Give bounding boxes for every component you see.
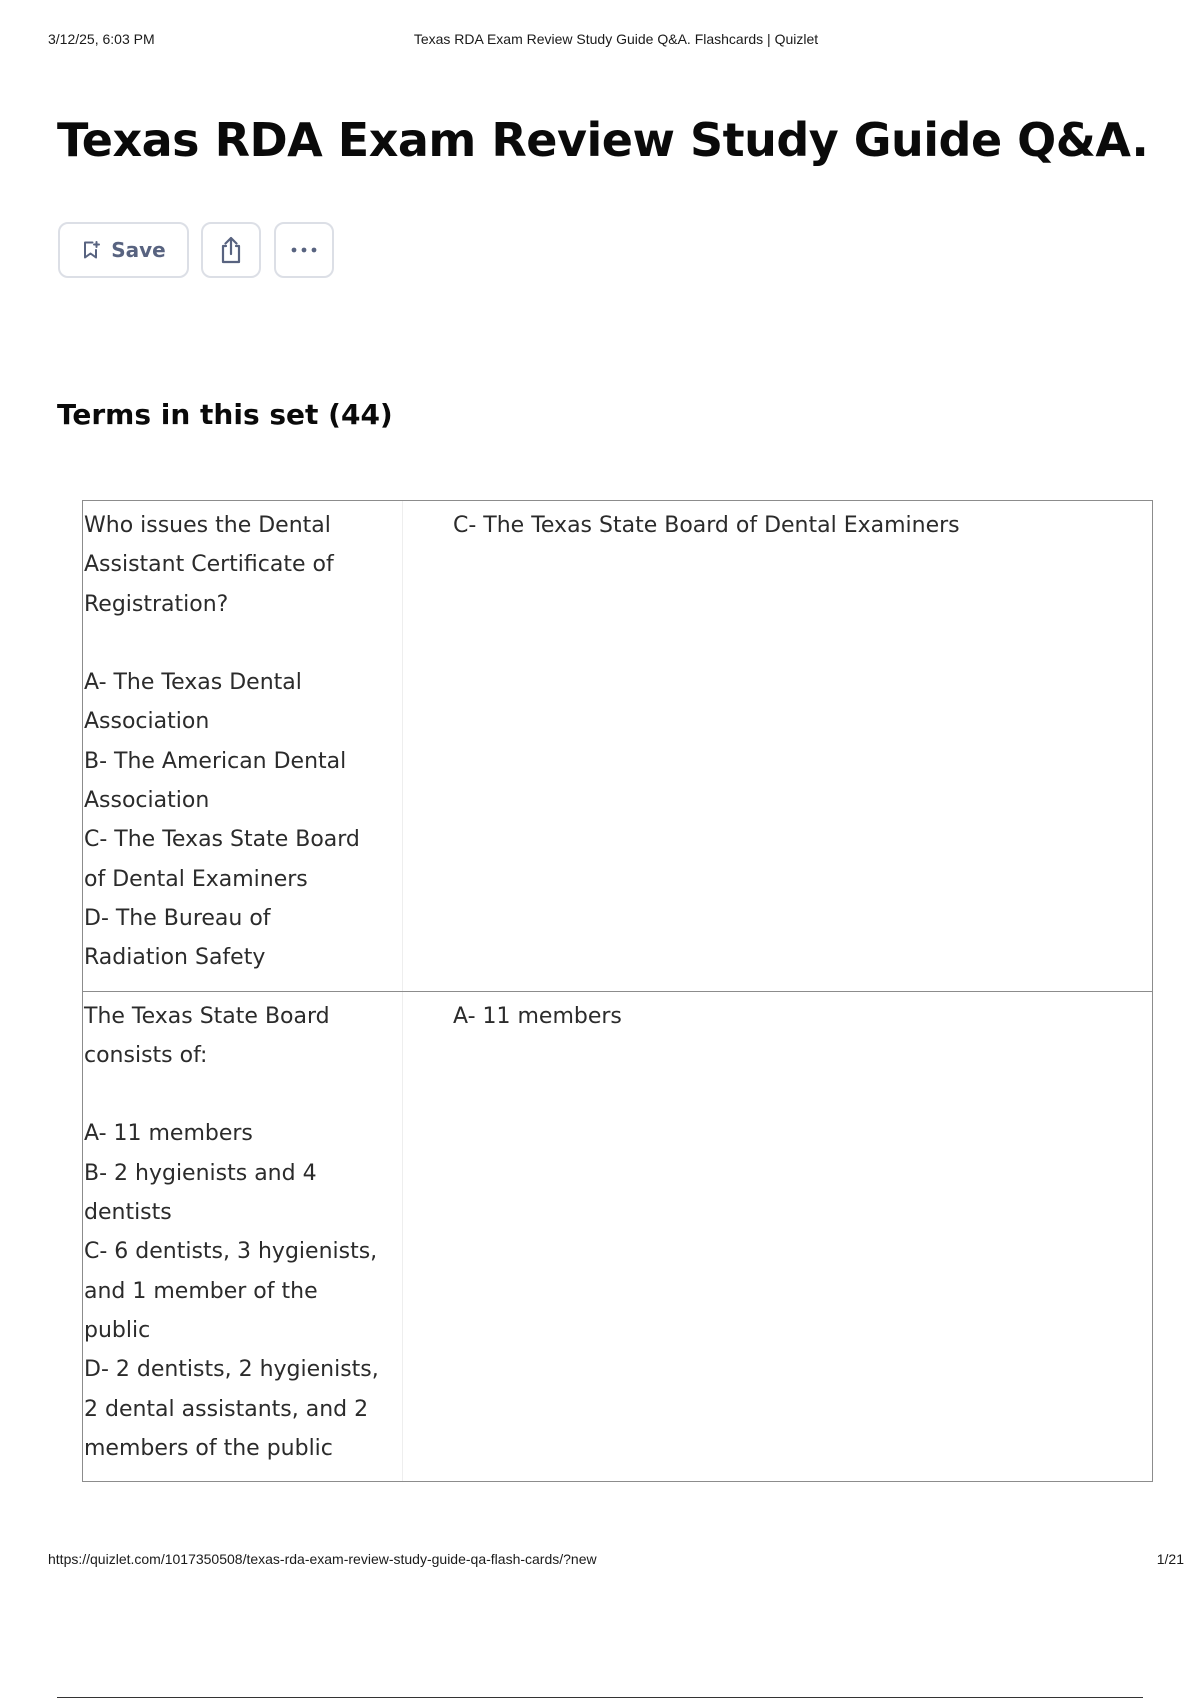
term-answer — [403, 501, 1152, 991]
question-line: B- The American Dental — [84, 748, 347, 774]
question-line — [84, 624, 402, 663]
question-line: Radiation Safety — [84, 945, 266, 971]
question-line: Association — [84, 709, 210, 735]
question-line: A- 11 members — [84, 1121, 253, 1147]
question-line: D- The Bureau of — [84, 905, 271, 931]
page-number: 1/21 — [1156, 1551, 1184, 1567]
question-line: A- The Texas Dental — [84, 670, 302, 696]
print-document-title: Texas RDA Exam Review Study Guide Q&A. Flashcards | Quizlet — [413, 31, 819, 47]
more-options-button[interactable] — [274, 222, 334, 278]
question-line: The Texas State Board — [84, 1003, 330, 1029]
question-line: consists of: — [84, 1042, 208, 1068]
terms-table — [82, 500, 1153, 1482]
question-line: Registration? — [84, 591, 229, 617]
question-line: 2 dental assistants, and 2 — [84, 1396, 369, 1422]
page-divider — [57, 1697, 1143, 1698]
term-answer — [403, 992, 1152, 1482]
question-line: Association — [84, 788, 210, 814]
term-question — [83, 501, 403, 991]
more-horizontal-icon — [290, 246, 318, 254]
question-line: of Dental Examiners — [84, 866, 308, 892]
share-icon — [217, 235, 245, 265]
question-line: dentists — [84, 1200, 172, 1226]
save-button-label: Save — [111, 238, 166, 262]
save-button[interactable] — [58, 222, 189, 278]
print-header — [48, 31, 1184, 49]
print-url: https://quizlet.com/1017350508/texas-rda-exam-review-study-guide-qa-flash-cards/?new — [48, 1551, 597, 1567]
answer-text: C- The Texas State Board of Dental Examiners — [453, 513, 960, 538]
question-line: members of the public — [84, 1435, 333, 1461]
share-button[interactable] — [201, 222, 261, 278]
question-line — [84, 1075, 402, 1114]
question-line: and 1 member of the — [84, 1278, 318, 1304]
question-line: public — [84, 1317, 151, 1343]
term-row — [83, 501, 1152, 992]
question-line: D- 2 dentists, 2 hygienists, — [84, 1357, 379, 1383]
page-title: Texas RDA Exam Review Study Guide Q&A. — [57, 113, 1149, 167]
term-row — [83, 992, 1152, 1482]
question-line: C- 6 dentists, 3 hygienists, — [84, 1239, 378, 1265]
term-question — [83, 992, 403, 1482]
question-line: C- The Texas State Board — [84, 827, 360, 853]
question-line: B- 2 hygienists and 4 — [84, 1160, 317, 1186]
print-datetime: 3/12/25, 6:03 PM — [48, 31, 155, 47]
question-line: Who issues the Dental — [84, 513, 331, 538]
print-footer — [48, 1551, 1184, 1569]
question-line: Assistant Certificate of — [84, 552, 334, 578]
answer-text: A- 11 members — [453, 1003, 622, 1029]
bookmark-add-icon — [81, 240, 101, 260]
terms-heading: Terms in this set (44) — [57, 398, 393, 431]
